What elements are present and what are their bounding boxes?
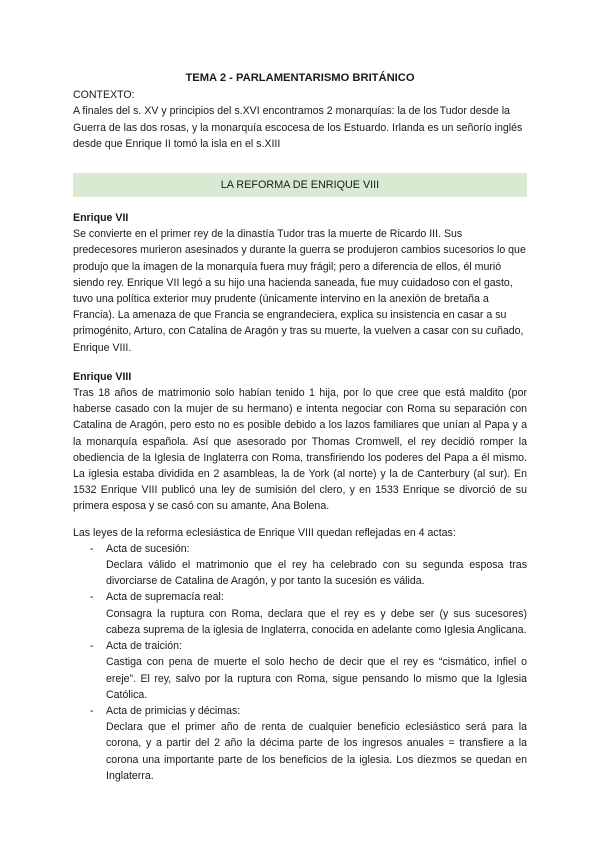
section-banner: LA REFORMA DE ENRIQUE VIII	[73, 173, 527, 197]
list-item	[73, 703, 527, 719]
list-item	[73, 541, 527, 557]
acta-text: Declara que el primer año de renta de cualquier beneficio eclesiástico será para la corona, y a partir del 2 año la décima parte de los ingresos anuales = transfiere a la corona una importante parte de los beneficios de la iglesia. Los diezmos se quedan en Inglaterra.	[106, 721, 527, 782]
page-title: TEMA 2 - PARLAMENTARISMO BRITÁNICO	[185, 72, 415, 84]
acta-text: Consagra la ruptura con Roma, declara que el rey es y debe ser (y sus sucesores) cabeza suprema de la iglesia de Inglaterra, conocida en adelante como Iglesia Anglicana.	[106, 607, 527, 636]
document-page	[73, 70, 527, 784]
acta-text: Castiga con pena de muerte el solo hecho de decir que el rey es “cismático, infiel o ereje”. El rey, salvo por la ruptura con Roma, sigue pensando lo mismo que la Iglesia Católica.	[106, 656, 527, 701]
list-dash: -	[90, 640, 94, 653]
list-item	[73, 638, 527, 654]
enrique-viii-text: Tras 18 años de matrimonio solo habían tenido 1 hija, por lo que cree que está maldito (por haberse casado con la mujer de su hermano) e intenta negociar con Roma su separación con Catalina de Aragón, pero esto no es posible debido a los lazos familiares que unían al Papa y a la monarquía española. Así que asesorado por Thomas Cromwell, el rey decidió romper la obediencia de la Iglesia de Inglaterra con Roma, transfiriendo los poderes del Papa a él mismo. La iglesia estaba dividida en 2 asambleas, la de York (al norte) y la de Canterbury (al sur). En 1532 Enrique VIII publicó una ley de sumisión del clero, y en 1533 Enrique se divorció de su primera esposa y se casó con su amante, Ana Bolena.	[73, 387, 527, 513]
acta-title: Acta de traición:	[106, 640, 182, 653]
actas-list	[73, 541, 527, 784]
enrique-viii-heading: Enrique VIII	[73, 370, 132, 383]
list-dash: -	[90, 591, 94, 604]
list-dash: -	[90, 704, 94, 717]
enrique-vii-text: Se convierte en el primer rey de la dinastía Tudor tras la muerte de Ricardo III. Sus predecesores murieron asesinados y durante la guerra se produjeron cambios sucesorios lo que produjo que la imagen de la monarquía fuera muy frágil; pero a diferencia de ellos, él murió siendo rey. Enrique VII legó a su hijo una hacienda saneada, fue muy cuidadoso con el gasto, tuvo una política exterior muy prudente (únicamente intervino en la anexión de bretaña a Francia). La amenaza de que Francia se engrandeciera, explica su insistencia en casar a su primogénito, Arturo, con Catalina de Aragón y tras su muerte, la vuelven a casar con su cuñado, Enrique VIII.	[73, 228, 526, 354]
context-text: A finales del s. XV y principios del s.XVI encontramos 2 monarquías: la de los Tudor desde la Guerra de las dos rosas, y la monarquía escocesa de los Estuardo. Irlanda es un señorío inglés desde que Enrique II tomó la isla en el s.XIII	[73, 105, 523, 150]
context-label: CONTEXTO:	[73, 89, 135, 102]
acta-title: Acta de supremacía real:	[106, 591, 224, 604]
acta-title: Acta de primicias y décimas:	[106, 704, 241, 717]
leyes-intro: Las leyes de la reforma eclesiástica de Enrique VIII quedan reflejadas en 4 actas:	[73, 526, 456, 539]
acta-text: Declara válido el matrimonio que el rey ha celebrado con su segunda esposa tras divorciarse de Catalina de Aragón, y por tanto la sucesión es válida.	[106, 559, 527, 588]
acta-title: Acta de sucesión:	[106, 542, 190, 555]
list-item	[73, 589, 527, 605]
list-dash: -	[90, 542, 94, 555]
enrique-vii-heading: Enrique VII	[73, 212, 129, 225]
